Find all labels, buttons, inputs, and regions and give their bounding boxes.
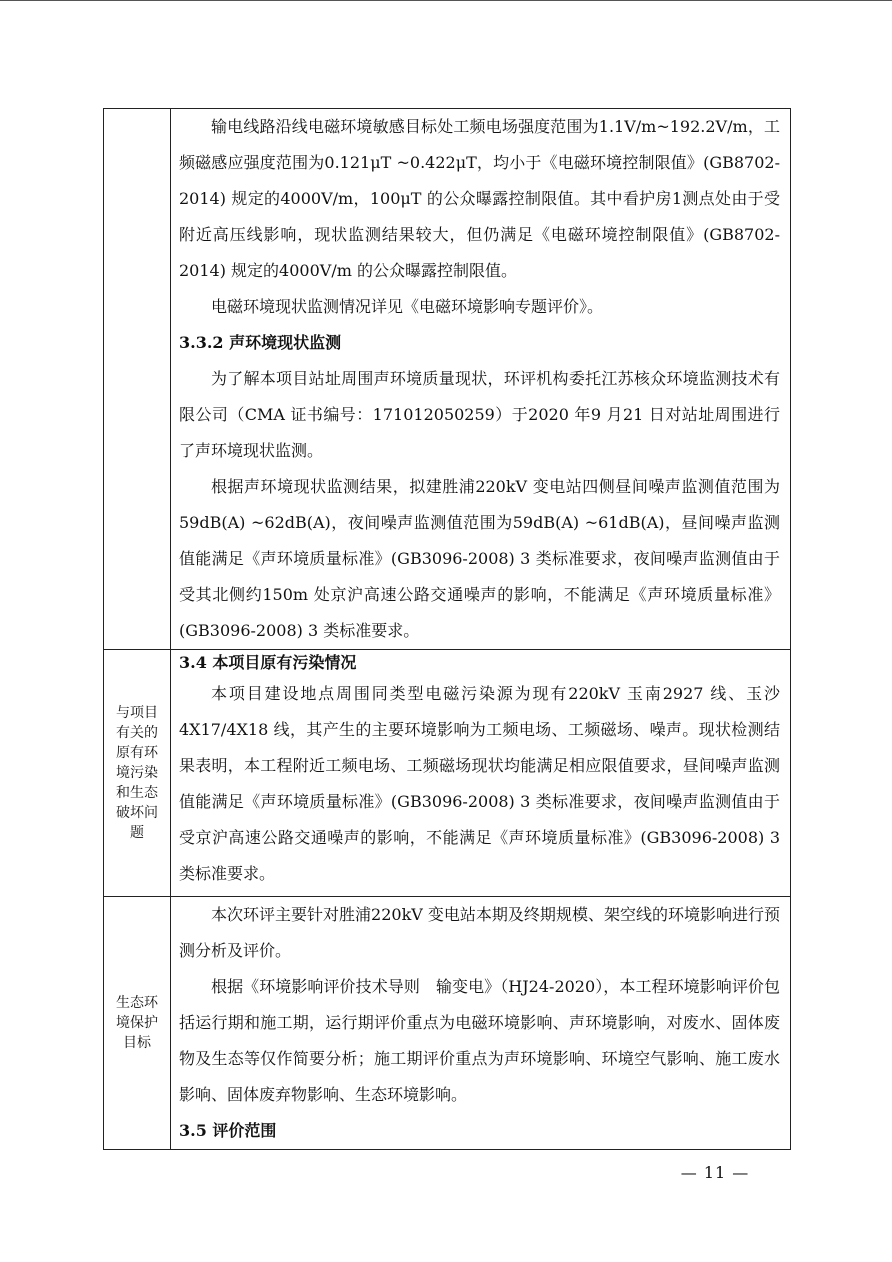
row-content-cell [171, 650, 791, 897]
table-row-eco-protection [104, 897, 791, 1150]
section-heading: 3.5 评价范围 [179, 1121, 277, 1140]
paragraph: 根据声环境现状监测结果，拟建胜浦220kV 变电站四侧昼间噪声监测值范围为59dB(A) ~62dB(A)，夜间噪声监测值范围为59dB(A) ~61dB(A)，昼间噪声监测值能满足《声环境质量标准》(GB3096-2008) 3 类标准要求，夜间噪声监测值由于受其北侧约150m 处京沪高速公路交通噪声的影响，不能满足《声环境质量标准》(GB3096-2008) 3 类标准要求。 [179, 477, 780, 640]
paragraph: 电磁环境现状监测情况详见《电磁环境影响专题评价》。 [211, 297, 604, 316]
row-label-cell [104, 109, 171, 650]
section-heading: 3.3.2 声环境现状监测 [179, 333, 342, 352]
paragraph: 本项目建设地点周围同类型电磁污染源为现有220kV 玉南2927 线、玉沙4X17/4X18 线，其产生的主要环境影响为工频电场、工频磁场、噪声。现状检测结果表明，本工程附近工频电场、工频磁场现状均能满足相应限值要求，昼间噪声监测值能满足《声环境质量标准》(GB3096-2008) 3 类标准要求，夜间噪声监测值由于受京沪高速公路交通噪声的影响，不能满足《声环境质量标准》(GB3096-2008) 3 类标准要求。 [179, 684, 780, 883]
paragraph: 为了解本项目站址周围声环境质量现状，环评机构委托江苏核众环境监测技术有限公司（CMA 证书编号：171012050259）于2020 年9 月21 日对站址周围进行了声环境现状监测。 [179, 369, 780, 460]
row-content-cell [171, 109, 791, 650]
row-label-cell [104, 897, 171, 1150]
table-row-existing-pollution [104, 650, 791, 897]
paragraph: 根据《环境影响评价技术导则 输变电》（HJ24-2020），本工程环境影响评价包括运行期和施工期，运行期评价重点为电磁环境影响、声环境影响，对废水、固体废物及生态等仅作简要分析；施工期评价重点为声环境影响、环境空气影响、施工废水影响、固体废弃物影响、生态环境影响。 [179, 977, 780, 1104]
paragraph: 输电线路沿线电磁环境敏感目标处工频电场强度范围为1.1V/m~192.2V/m，工频磁感应强度范围为0.121μT ~0.422μT，均小于《电磁环境控制限值》(GB8702-2014) 规定的4000V/m，100μT 的公众曝露控制限值。其中看护房1测点处由于受附近高压线影响，现状监测结果较大，但仍满足《电磁环境控制限值》(GB8702-2014) 规定的4000V/m 的公众曝露控制限值。 [179, 117, 780, 280]
table-row-monitoring [104, 109, 791, 650]
page-number: — 11 — [680, 1163, 750, 1182]
row-label: 与项目有关的原有环境污染和生态破坏问题 [116, 705, 158, 841]
section-heading: 3.4 本项目原有污染情况 [179, 653, 357, 672]
row-label: 生态环境保护目标 [116, 995, 158, 1051]
paragraph: 本次环评主要针对胜浦220kV 变电站本期及终期规模、架空线的环境影响进行预测分析及评价。 [179, 905, 780, 960]
content-table [103, 108, 791, 1150]
top-rule [0, 0, 892, 1]
row-label-cell [104, 650, 171, 897]
row-content-cell [171, 897, 791, 1150]
